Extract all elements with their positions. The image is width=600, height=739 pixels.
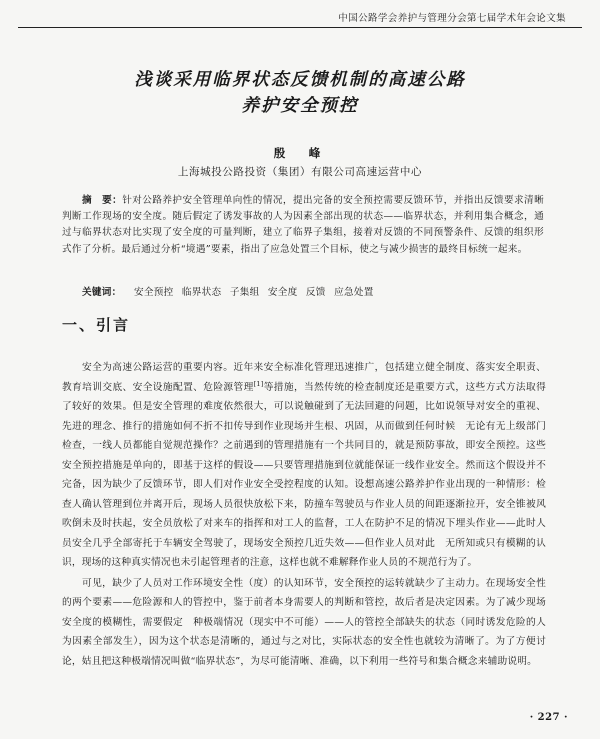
paragraph-1 [62, 358, 546, 573]
abstract-text: 针对公路养护安全管理单向性的情况，提出完备的安全预控需要反馈环节，并指出反馈要求清晰判断工作现场的安全度。随后假定了诱发事故的人为因素全部出现的状态——临界状态，并利用集合概念，通过与临界状态对比实现了安全度的可量判断，建立了临界子集组，接着对反馈的不同预警条件、反馈的组织形式作了分析。最后通过分析“境遇”要素，指出了应急处置三个目标，使之与减少损害的最终目标统一起来。 [62, 195, 544, 255]
abstract-label: 摘 要： [82, 195, 123, 206]
paper-title-line-1: 浅谈采用临界状态反馈机制的高速公路 [134, 70, 466, 90]
section-heading: 一、引言 [62, 316, 131, 334]
keyword: 反馈 [305, 287, 326, 298]
page-number: · 227 · [529, 712, 568, 723]
keywords [82, 284, 374, 298]
keyword: 子集组 [229, 287, 260, 298]
citation-ref: [1] [253, 379, 264, 388]
abstract [62, 193, 544, 258]
header-rule [18, 27, 582, 28]
body-text [62, 358, 546, 671]
running-header: 中国公路学会养护与管理分会第七届学术年会论文集 [338, 13, 566, 24]
keyword: 应急处置 [334, 287, 374, 298]
paragraph-1-text-b: 等措施，当然传统的检查制度还是重要方式，这些方式方法取得了较好的效果。但是安全管理的难度依然很大，可以说触碰到了无法回避的问题，比如说领导对安全的重视、先进的理念、推行的措施如何不折不扣传导到作业现场并生根、巩固，从而做到任何时候 无论有无上级部门检查，一线人员都能自觉规范操作？之前遇到的管理措施有一个共同目的，就是预防事故，即安全预控。这些安全预控措施是单向的，即基于这样的假设——只要管理措施到位就能保证一线作业安全。然而这个假设并不完备，因为缺少了反馈环节，即人们对作业安全受控程度的认知。设想高速公路养护作业出现的一种情形：检查人确认管理到位并离开后，现场人员很快放松下来，防撞车驾驶员与作业人员的间距逐渐拉开，安全锥被风吹倒未及时扶起，安全员放松了对来车的指挥和对工人的监督，工人在防护不足的情况下埋头作业——此时人员安全几乎全部寄托于车辆安全驾驶了，现场安全预控几近失效——但作业人员对此 无所知或只有模糊的认识，现场的这种真实情况也未引起管理者的注意，这样也就不难解释作业人员的不规范行为了。 [62, 381, 546, 568]
paper-title-line-2: 养护安全预控 [241, 96, 359, 116]
author-name: 殷 峰 [273, 146, 327, 160]
paragraph-1-text-a: 安全为高速公路运营的重要内容。近年来安全标准化管理迅速推广，包括建立健全制度、落实安全职责、教育培训交底、安全设施配置、危险源管理 [62, 362, 546, 393]
keyword: 临界状态 [181, 287, 222, 298]
author-affiliation: 上海城投公路投资（集团）有限公司高速运营中心 [177, 166, 423, 178]
paragraph-2: 可见，缺少了人员对工作环境安全性（度）的认知环节，安全预控的运转就缺少了主动力。在现场安全性的两个要素——危险源和人的管控中，鉴于前者本身需要人的判断和管控，故后者是决定因素。为了减少现场安全度的模糊性，需要假定 种极端情况（现实中不可能）——人的管控全部缺失的状态（同时诱发危险的人为因素全部发生），因为这个状态是清晰的，通过与之对比，实际状态的安全性也就较为清晰了。为了方便讨论，姑且把这种极端情况叫做“临界状态”，为尽可能清晰、准确，以下利用一些符号和集合概念来辅助说明。 [62, 577, 546, 667]
keyword: 安全预控 [133, 287, 174, 298]
keyword: 安全度 [267, 287, 298, 298]
keywords-label: 关键词： [82, 287, 122, 298]
